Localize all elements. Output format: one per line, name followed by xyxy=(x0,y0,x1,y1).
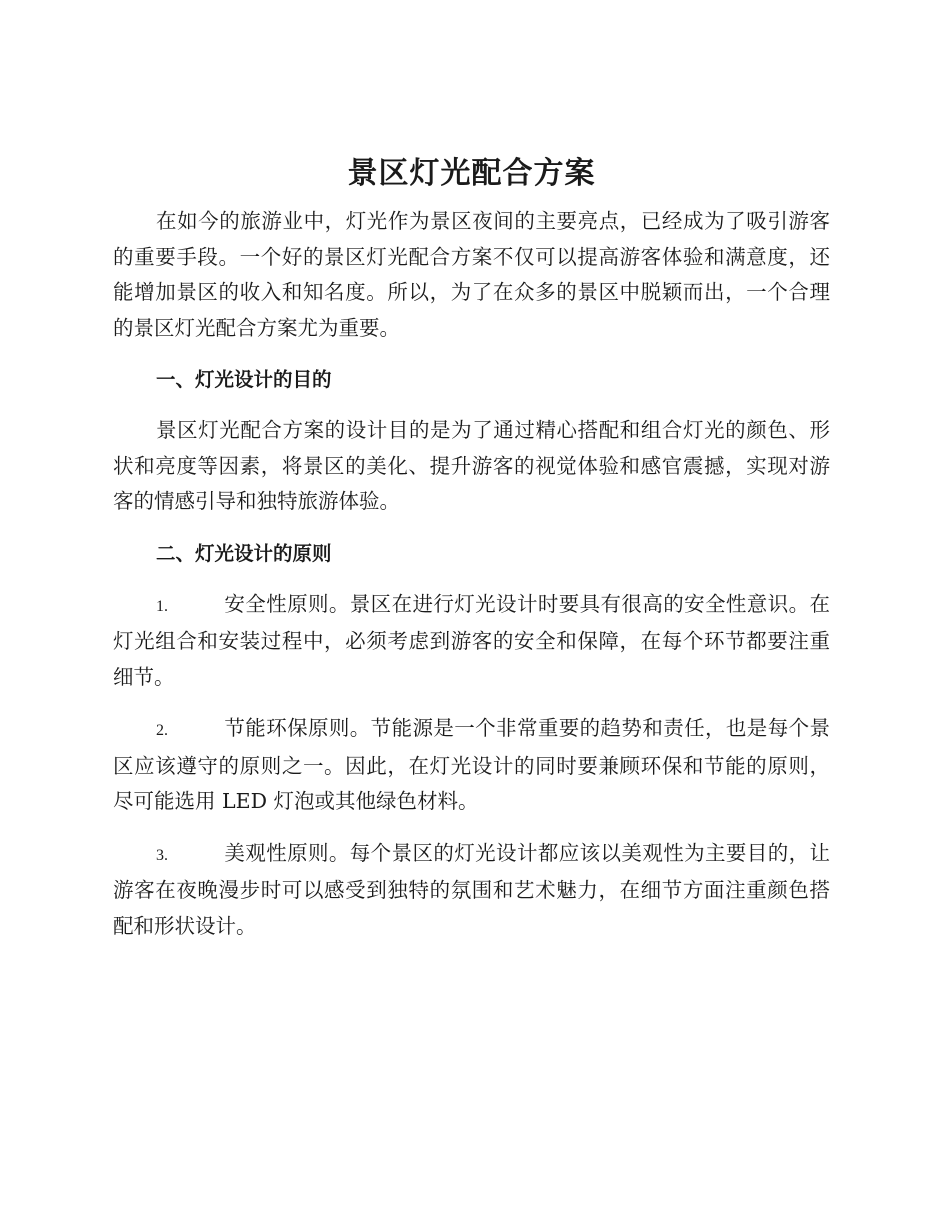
purpose-paragraph: 景区灯光配合方案的设计目的是为了通过精心搭配和组合灯光的颜色、形状和亮度等因素，将景区的美化、提升游客的视觉体验和感官震撼，实现对游客的情感引导和独特旅游体验。 xyxy=(113,418,830,513)
section-heading-principles: 二、灯光设计的原则 xyxy=(156,541,332,565)
list-item-text: 节能环保原则。节能源是一个非常重要的趋势和责任，也是每个景区应该遵守的原则之一。因此，在灯光设计的同时要兼顾环保和节能的原则，尽可能选用 LED 灯泡或其他绿色材料。 xyxy=(113,716,830,813)
list-item-number: 2. xyxy=(156,722,168,739)
list-item-number: 3. xyxy=(156,846,168,864)
list-item xyxy=(113,836,830,945)
list-item xyxy=(113,711,830,820)
section-heading-purpose: 一、灯光设计的目的 xyxy=(156,368,332,391)
intro-paragraph: 在如今的旅游业中，灯光作为景区夜间的主要亮点，已经成为了吸引游客的重要手段。一个好的景区灯光配合方案不仅可以提高游客体验和满意度，还能增加景区的收入和知名度。所以，为了在众多的景区中脱颖而出，一个合理的景区灯光配合方案尤为重要。 xyxy=(113,209,830,340)
document-title: 景区灯光配合方案 xyxy=(347,156,596,191)
list-item xyxy=(113,587,830,696)
list-item-number: 1. xyxy=(156,597,168,615)
list-item-text: 安全性原则。景区在进行灯光设计时要具有很高的安全性意识。在灯光组合和安装过程中，必须考虑到游客的安全和保障，在每个环节都要注重细节。 xyxy=(113,591,830,689)
list-item-text: 美观性原则。每个景区的灯光设计都应该以美观性为主要目的，让游客在夜晚漫步时可以感受到独特的氛围和艺术魅力，在细节方面注重颜色搭配和形状设计。 xyxy=(113,840,830,938)
